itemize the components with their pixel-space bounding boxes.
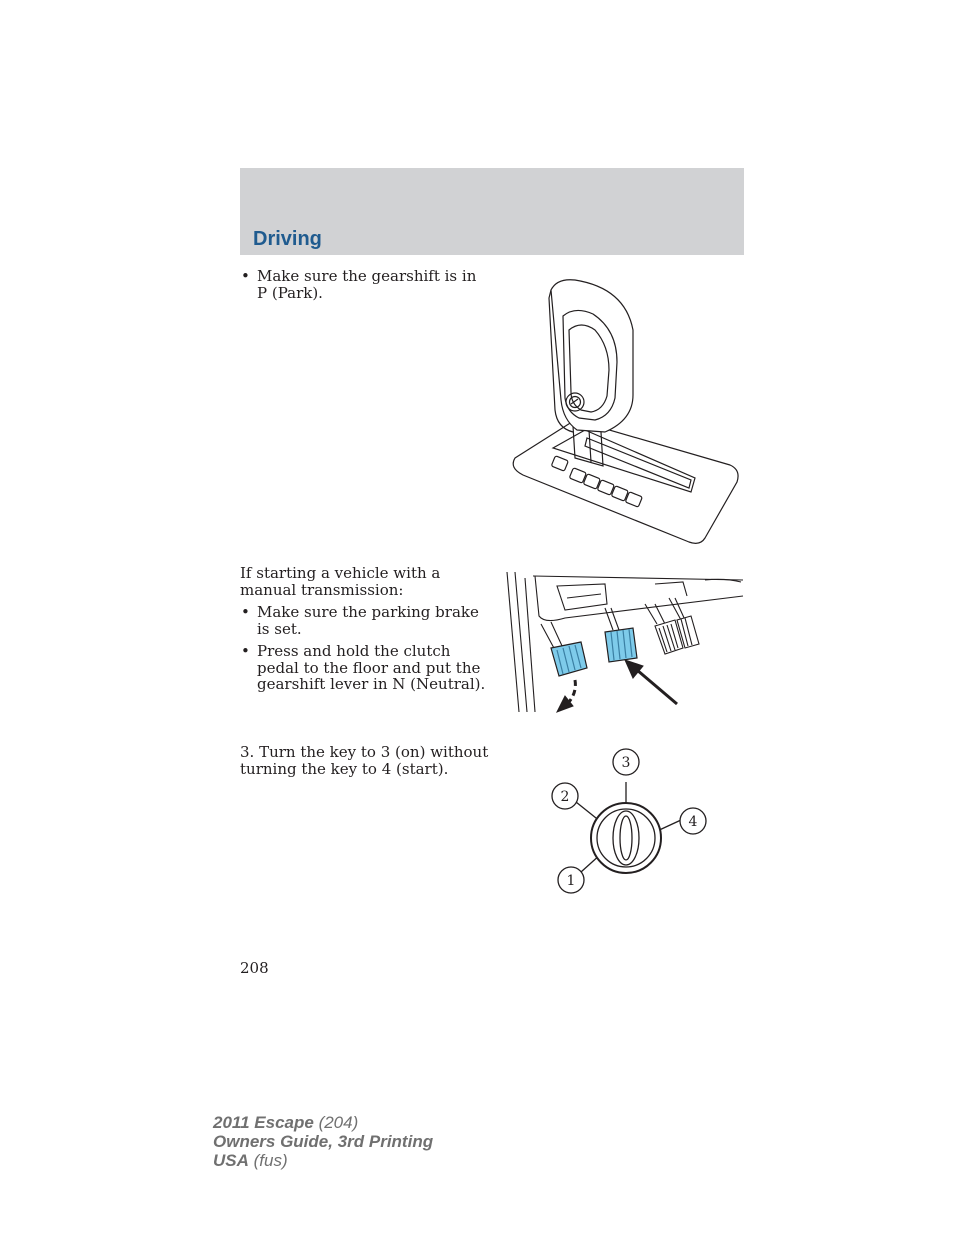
footer-line-1 [213, 1113, 433, 1132]
ignition-label-4: 4 [688, 814, 698, 830]
page-number: 208 [240, 959, 269, 977]
footer-market: USA [213, 1151, 249, 1170]
footer-model: 2011 Escape [213, 1113, 314, 1132]
section-key-position-text [240, 744, 490, 783]
bullet-gearshift-park: • Make sure the gearshift is in P (Park). [240, 268, 490, 301]
ignition-label-3: 3 [621, 755, 631, 771]
pedals-illustration [505, 568, 745, 714]
footer-model-code: (204) [318, 1113, 359, 1132]
ignition-illustration [545, 746, 715, 896]
ignition-label-1: 1 [566, 873, 576, 889]
footer-line-3 [213, 1151, 433, 1170]
bullet-clutch-pedal: • Press and hold the clutch pedal to the floor and put the gearshift lever in N (Neutral). [240, 643, 490, 693]
step-turn-key: 3. Turn the key to 3 (on) without turning the key to 4 (start). [240, 743, 489, 778]
ignition-label-2: 2 [560, 789, 570, 805]
footer-market-code: (fus) [253, 1151, 288, 1170]
footer-line-2 [213, 1132, 433, 1151]
section-title: Driving [253, 228, 322, 250]
document-footer [213, 1113, 433, 1170]
section-gearshift-text [240, 268, 490, 301]
gearshift-illustration [505, 270, 745, 550]
bullet-parking-brake: • Make sure the parking brake is set. [240, 604, 490, 637]
manual-transmission-intro: If starting a vehicle with a manual transmission: [240, 564, 441, 599]
section-manual-transmission-text [240, 565, 490, 693]
section-header [240, 168, 744, 255]
footer-edition: Owners Guide, 3rd Printing [213, 1132, 434, 1151]
